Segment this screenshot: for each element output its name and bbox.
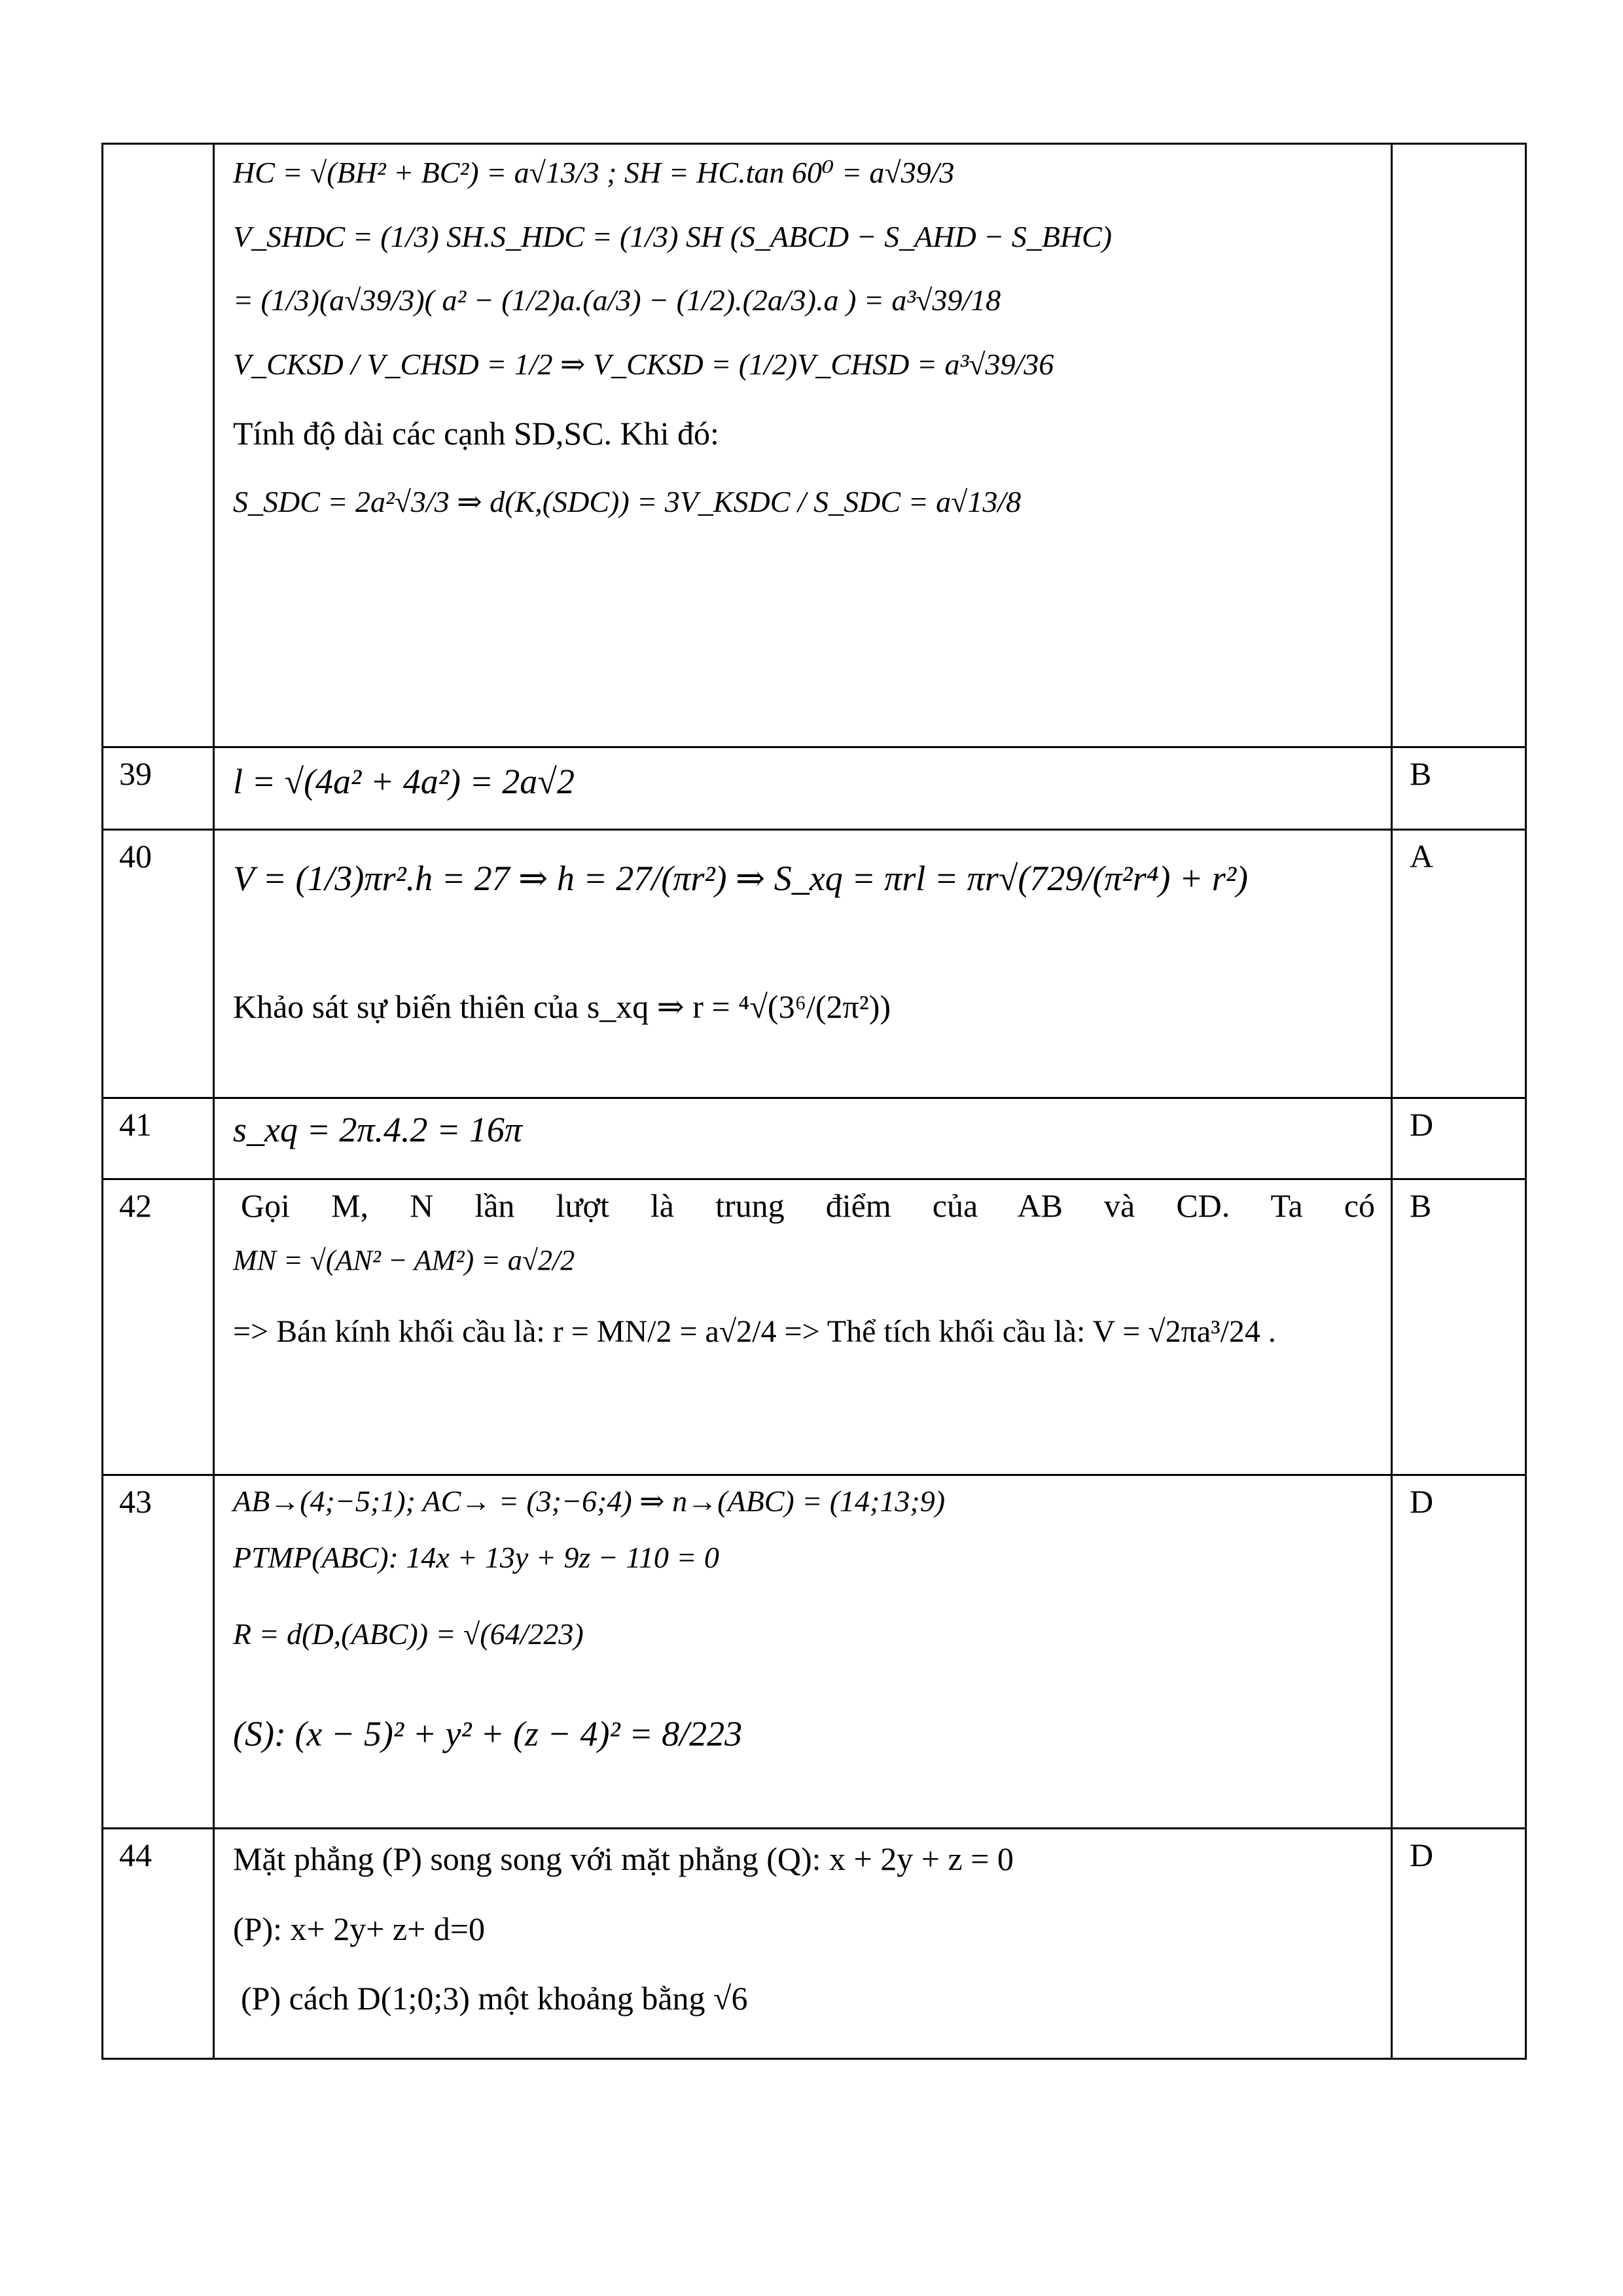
text-line: (P) cách D(1;0;3) một khoảng bằng √6 — [241, 1980, 748, 2017]
text-line: Khảo sát sự biến thiên của s_xq ⇒ r = ⁴√(3⁶/(2π²)) — [233, 988, 891, 1025]
solution-cell — [215, 831, 1393, 1097]
table-row — [101, 143, 1527, 748]
answer-cell: B — [1410, 755, 1432, 792]
formula-line: V_CKSD / V_CHSD = 1/2 ⇒ V_CKSD = (1/2)V_CHSD = a³√39/36 — [233, 347, 1054, 381]
formula-line: MN = √(AN² − AM²) = a√2/2 — [233, 1244, 575, 1276]
answer-cell: D — [1410, 1106, 1434, 1143]
question-number-cell: 39 — [103, 748, 215, 829]
text-line: Tính độ dài các cạnh SD,SC. Khi đó: — [233, 415, 719, 452]
solution-cell — [215, 1476, 1393, 1827]
formula-line: PTMP(ABC): 14x + 13y + 9z − 110 = 0 — [233, 1540, 719, 1574]
text-line: Mặt phẳng (P) song song với mặt phẳng (Q): x + 2y + z = 0 — [233, 1840, 1014, 1877]
question-number-cell: 41 — [103, 1099, 215, 1178]
formula-line: HC = √(BH² + BC²) = a√13/3 ; SH = HC.tan 60⁰ = a√39/3 — [233, 156, 955, 189]
answer-cell: D — [1410, 1483, 1434, 1520]
text-line: => Bán kính khối cầu là: r = MN/2 = a√2/4 => Thể tích khối cầu là: V = √2πa³/24 . — [233, 1314, 1276, 1349]
formula-line: AB→(4;−5;1); AC→ = (3;−6;4) ⇒ n→(ABC) = (14;13;9) — [233, 1484, 946, 1518]
table-row — [101, 831, 1527, 1099]
answer-cell — [1393, 145, 1525, 746]
formula-line: S_SDC = 2a²√3/3 ⇒ d(K,(SDC)) = 3V_KSDC / S_SDC = a√13/8 — [233, 484, 1022, 518]
formula-line: V = (1/3)πr².h = 27 ⇒ h = 27/(πr²) ⇒ S_xq = πrl = πr√(729/(π²r⁴) + r²) — [233, 859, 1248, 898]
answer-cell: D — [1410, 1837, 1434, 1873]
table-row — [101, 748, 1527, 831]
formula-line: V_SHDC = (1/3) SH.S_HDC = (1/3) SH (S_ABCD − S_AHD − S_BHC) — [233, 219, 1113, 253]
table-row — [101, 1180, 1527, 1476]
formula-line: (S): (x − 5)² + y² + (z − 4)² = 8/223 — [233, 1713, 743, 1753]
formula-line: = (1/3)(a√39/3)( a² − (1/2)a.(a/3) − (1/2).(2a/3).a ) = a³√39/18 — [233, 283, 1001, 317]
formula-line: l = √(4a² + 4a²) = 2a√2 — [233, 762, 575, 801]
table-row — [101, 1829, 1527, 2060]
question-number-cell: 42 — [103, 1180, 215, 1474]
text-line: (P): x+ 2y+ z+ d=0 — [233, 1910, 485, 1947]
question-number-cell: 43 — [103, 1476, 215, 1827]
table-row — [101, 1099, 1527, 1180]
solution-cell — [215, 1180, 1393, 1474]
table-row — [101, 1476, 1527, 1829]
question-number-cell — [103, 145, 215, 746]
question-number-cell: 40 — [103, 831, 215, 1097]
question-number-cell: 44 — [103, 1829, 215, 2058]
formula-line: R = d(D,(ABC)) = √(64/223) — [233, 1617, 584, 1651]
solution-table — [101, 143, 1527, 2060]
solution-cell — [215, 145, 1393, 746]
answer-cell: B — [1410, 1187, 1432, 1224]
text-line: Gọi M, N lần lượt là trung điểm của AB và CD. Ta có — [241, 1187, 1375, 1224]
answer-cell: A — [1410, 838, 1434, 874]
solution-cell — [215, 1829, 1393, 2058]
solution-cell — [215, 748, 1393, 829]
solution-cell — [215, 1099, 1393, 1178]
formula-line: s_xq = 2π.4.2 = 16π — [233, 1110, 522, 1149]
